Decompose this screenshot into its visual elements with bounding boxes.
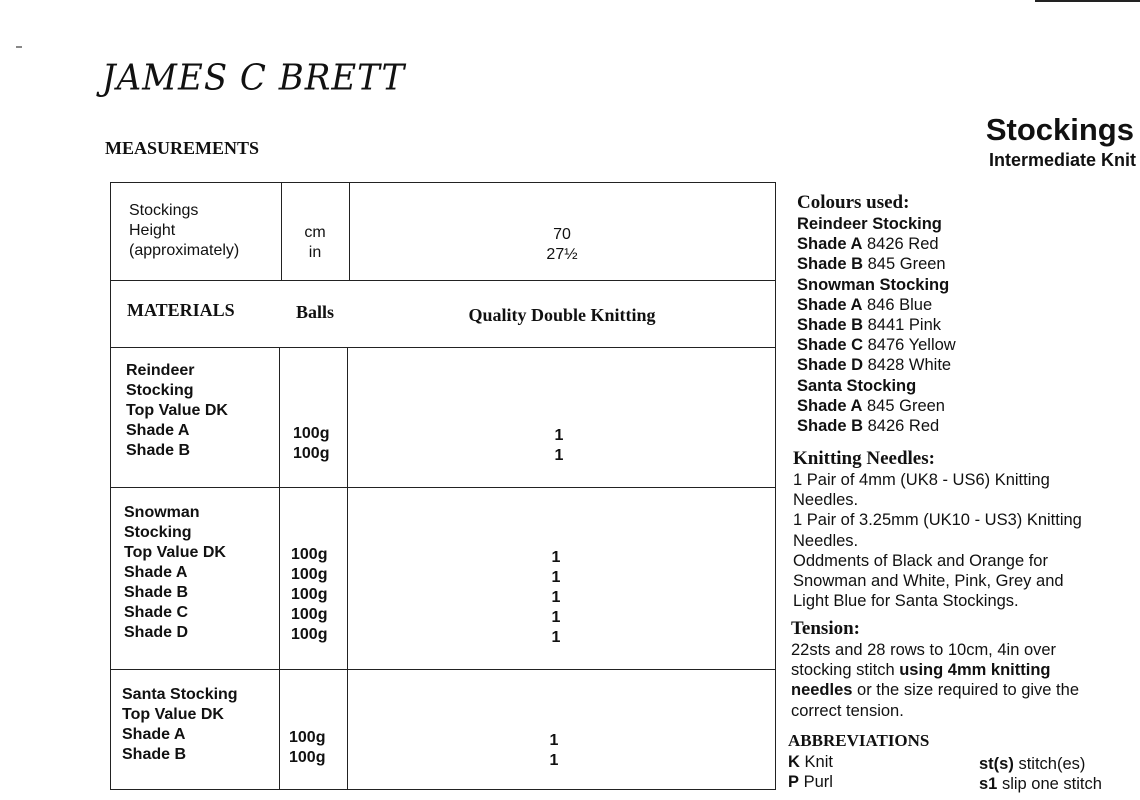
ball-count: 1 — [549, 752, 559, 769]
shade-colour: 8428 White — [867, 356, 952, 375]
ball-count: 1 — [554, 427, 564, 444]
colour-group-name: Reindeer Stocking — [797, 215, 942, 233]
pattern-title: Stockings — [985, 112, 1134, 147]
label-line: Shade D — [124, 624, 189, 641]
colour-line — [797, 295, 1140, 315]
weight-value: 100g — [291, 586, 328, 603]
label-line: Stocking — [126, 382, 194, 399]
abbr-key: st(s) — [979, 755, 1014, 773]
value-in: 27½ — [546, 246, 578, 263]
brand-logo: JAMES C BRETT — [102, 57, 406, 99]
shade-label: Shade B — [797, 255, 864, 274]
needles-line: Needles. — [793, 531, 859, 550]
label-line: Shade A — [126, 422, 190, 439]
row-divider — [111, 669, 775, 670]
weight-value: 100g — [291, 566, 328, 583]
row-divider — [111, 280, 775, 281]
col-divider — [347, 347, 348, 789]
weight-value: 100g — [293, 425, 330, 442]
unit-cm: cm — [304, 224, 326, 241]
materials-table — [110, 182, 776, 790]
ball-count: 1 — [551, 549, 561, 566]
ball-count: 1 — [551, 569, 561, 586]
shade-colour: 8476 Yellow — [867, 336, 956, 355]
top-edge-line — [1035, 0, 1140, 2]
needles-line: Oddments of Black and Orange for — [793, 551, 1048, 570]
tension-heading: Tension: — [791, 618, 860, 639]
measurement-units — [281, 223, 349, 263]
label-line: Shade A — [124, 564, 188, 581]
shade-colour: 8441 Pink — [867, 316, 942, 335]
tension-text: stocking stitch — [791, 661, 900, 680]
santa-weights — [289, 728, 325, 768]
ball-count: 1 — [554, 447, 564, 464]
snowman-label — [124, 503, 226, 643]
pattern-subtitle: Intermediate Knit — [988, 150, 1136, 170]
measurement-label — [129, 201, 239, 261]
abbr-item — [788, 752, 833, 772]
shade-label: Shade C — [797, 336, 864, 355]
tension-line: correct tension. — [791, 701, 904, 720]
label-line: Top Value DK — [124, 544, 226, 561]
shade-label: Shade B — [797, 417, 864, 436]
colour-line — [797, 254, 1140, 274]
tension-emphasis: needles — [791, 681, 853, 700]
weight-value: 100g — [289, 729, 326, 746]
value-cm: 70 — [553, 226, 571, 243]
abbr-key: s1 — [979, 775, 998, 793]
row-divider — [111, 487, 775, 488]
snowman-weights — [291, 545, 327, 645]
abbr-meaning: slip one stitch — [1001, 775, 1102, 793]
weight-value: 100g — [293, 445, 330, 462]
abbr-right-col — [979, 754, 1102, 794]
shade-label: Shade B — [797, 316, 864, 335]
reindeer-balls — [349, 426, 769, 466]
colour-group-name: Santa Stocking — [797, 376, 917, 395]
ball-count: 1 — [551, 589, 561, 606]
needles-line: Needles. — [793, 491, 859, 510]
abbr-item — [979, 774, 1102, 794]
label-line: Reindeer — [126, 362, 195, 379]
colour-line — [797, 234, 1140, 254]
shade-label: Shade D — [797, 356, 864, 375]
shade-colour: 845 Green — [867, 255, 946, 274]
abbr-key: K — [788, 753, 800, 771]
measurement-label-line: Height — [129, 222, 176, 239]
needles-section — [793, 448, 1140, 611]
needles-line: Light Blue for Santa Stockings. — [793, 592, 1019, 611]
tension-line — [791, 680, 1140, 700]
abbreviations-heading: ABBREVIATIONS — [788, 731, 930, 750]
label-line: Shade B — [124, 584, 189, 601]
abbr-left-col — [788, 752, 833, 792]
reindeer-label — [126, 361, 228, 461]
measurement-label-line: (approximately) — [129, 242, 240, 259]
scan-speck — [16, 46, 22, 48]
shade-colour: 846 Blue — [867, 295, 933, 314]
colour-line — [797, 315, 1140, 335]
reindeer-weights — [293, 424, 329, 464]
measurement-label-line: Stockings — [129, 202, 199, 219]
ball-count: 1 — [549, 732, 559, 749]
santa-balls — [349, 731, 759, 771]
tension-text: or the size required to give the — [852, 681, 1079, 700]
materials-header: MATERIALS — [127, 300, 235, 320]
col-divider — [279, 347, 280, 789]
label-line: Stocking — [124, 524, 192, 541]
needles-heading: Knitting Needles: — [793, 448, 935, 469]
weight-value: 100g — [291, 606, 328, 623]
shade-label: Shade A — [797, 295, 863, 314]
santa-label — [122, 685, 238, 765]
weight-value: 100g — [291, 546, 328, 563]
needles-line: Snowman and White, Pink, Grey and — [793, 572, 1064, 591]
row-divider — [111, 347, 775, 348]
colours-heading: Colours used: — [797, 192, 910, 213]
tension-emphasis: using 4mm knitting — [899, 661, 1051, 680]
quality-header: Quality Double Knitting — [468, 305, 656, 325]
needles-line: 1 Pair of 3.25mm (UK10 - US3) Knitting — [793, 511, 1082, 530]
shade-label: Shade A — [797, 396, 863, 415]
measurements-heading: MEASUREMENTS — [105, 138, 260, 158]
tension-line: 22sts and 28 rows to 10cm, 4in over — [791, 641, 1057, 659]
weight-value: 100g — [291, 626, 328, 643]
abbr-key: P — [788, 773, 800, 791]
shade-colour: 8426 Red — [867, 235, 939, 254]
unit-in: in — [308, 244, 322, 261]
snowman-balls — [349, 548, 763, 648]
colour-line — [797, 416, 1140, 436]
needles-line: 1 Pair of 4mm (UK8 - US6) Knitting — [793, 471, 1050, 489]
abbr-meaning: Purl — [803, 773, 833, 791]
colours-section — [797, 192, 1140, 436]
label-line: Snowman — [124, 504, 200, 521]
ball-count: 1 — [551, 629, 561, 646]
shade-label: Shade A — [797, 235, 863, 254]
abbr-item — [979, 754, 1102, 774]
abbr-meaning: stitch(es) — [1018, 755, 1086, 773]
label-line: Top Value DK — [126, 402, 228, 419]
colour-line — [797, 335, 1140, 355]
label-line: Santa Stocking — [122, 686, 238, 703]
label-line: Top Value DK — [122, 706, 224, 723]
ball-count: 1 — [551, 609, 561, 626]
label-line: Shade B — [126, 442, 191, 459]
colour-group-name: Snowman Stocking — [797, 275, 950, 294]
shade-colour: 8426 Red — [867, 417, 940, 436]
tension-line — [791, 660, 1140, 680]
measurement-values — [349, 225, 775, 265]
label-line: Shade C — [124, 604, 189, 621]
balls-header: Balls — [295, 302, 334, 322]
abbr-item — [788, 772, 833, 792]
shade-colour: 845 Green — [867, 396, 945, 415]
colour-line — [797, 396, 1140, 416]
label-line: Shade B — [122, 746, 187, 763]
colour-line — [797, 355, 1140, 375]
label-line: Shade A — [122, 726, 186, 743]
abbr-meaning: Knit — [804, 753, 833, 771]
abbreviations-section — [788, 731, 1128, 793]
weight-value: 100g — [289, 749, 326, 766]
tension-section — [791, 618, 1140, 721]
